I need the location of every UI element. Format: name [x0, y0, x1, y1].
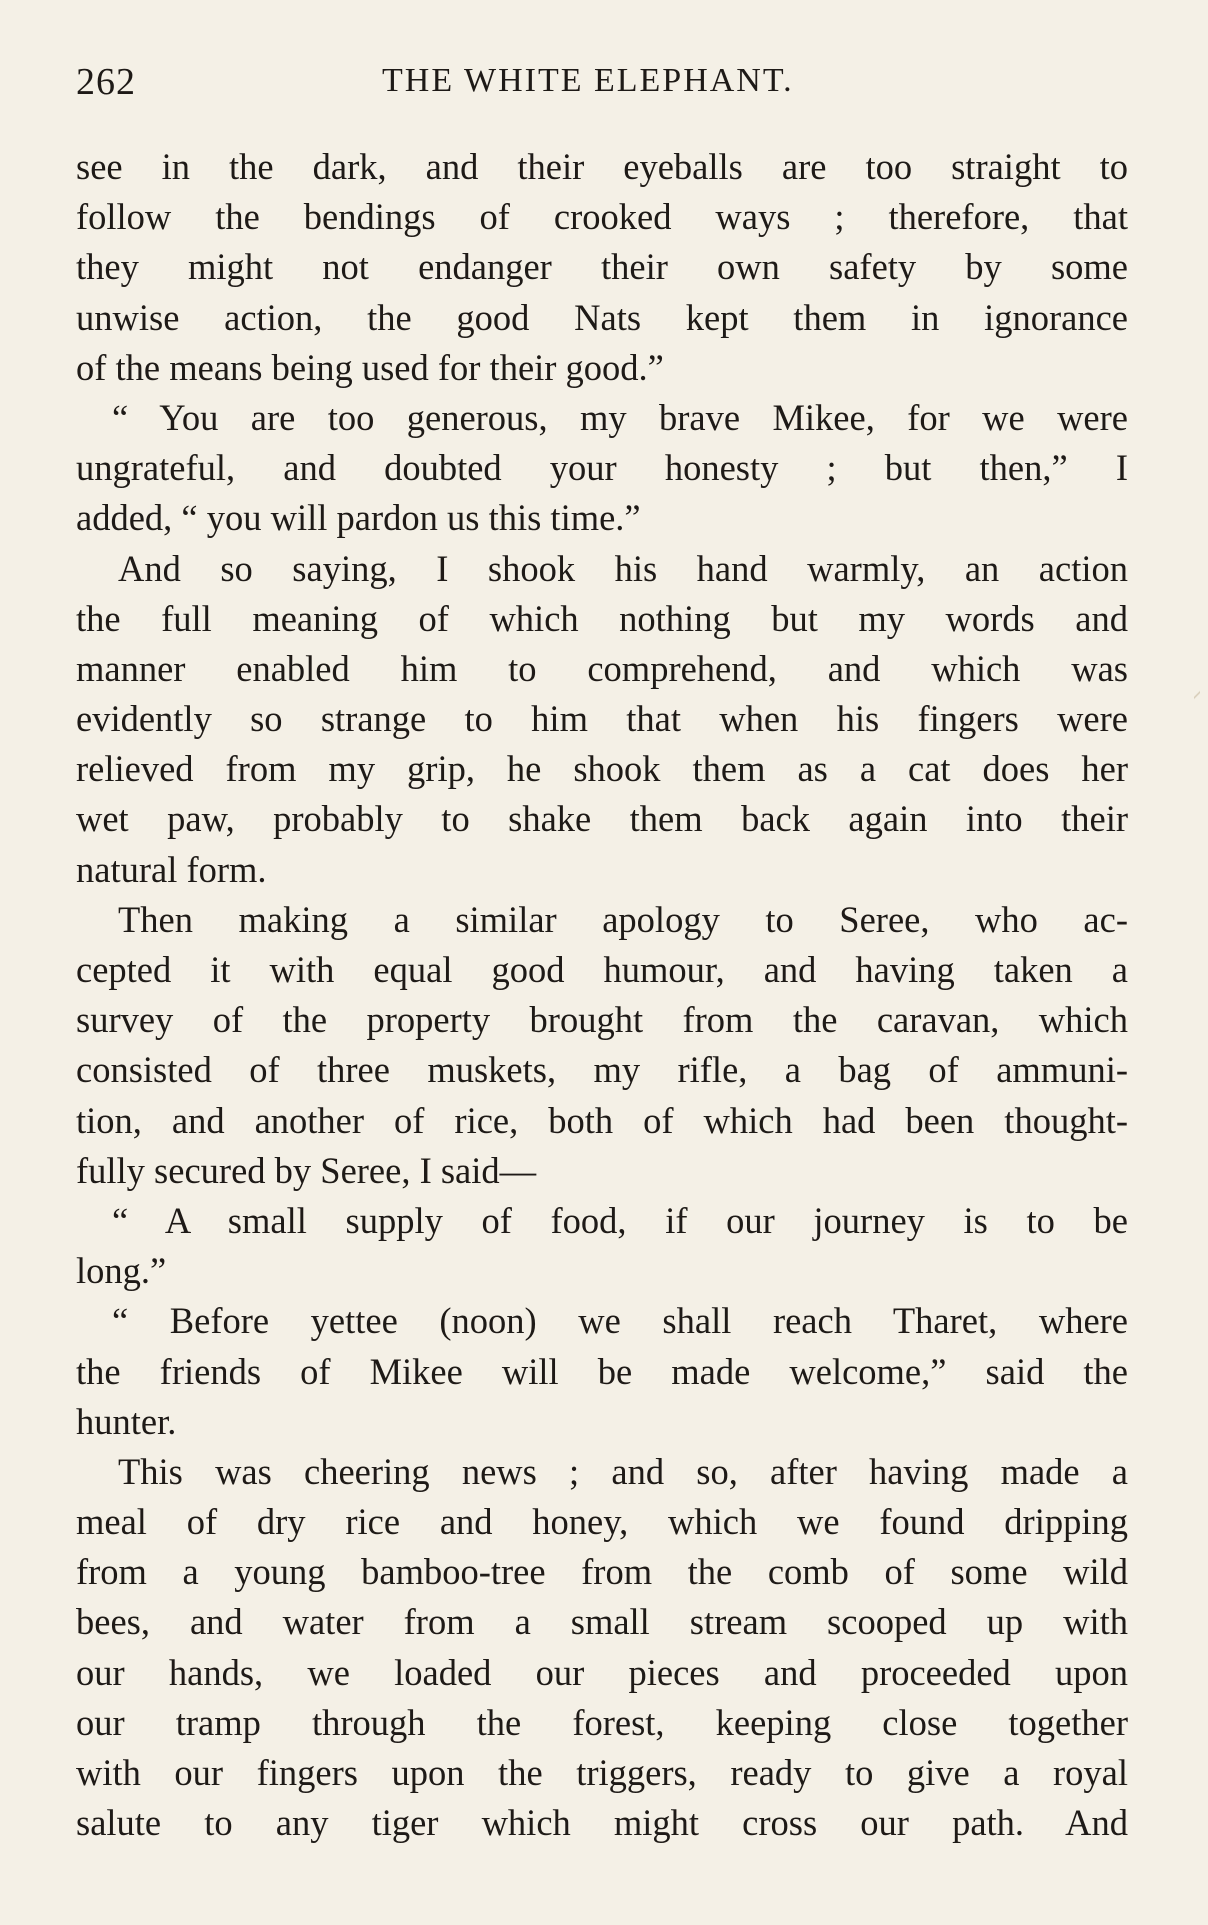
paper-edge-mark: [1194, 688, 1200, 702]
text-line: added, “ you will pardon us this time.”: [76, 497, 641, 539]
text-line: Then making a similar apology to Seree, who ac-: [118, 898, 1128, 940]
text-line: “ Before yettee (noon) we shall reach Tharet, where: [112, 1300, 1128, 1342]
text-line: “ A small supply of food, if our journey is to be: [112, 1199, 1128, 1241]
text-line: natural form.: [76, 848, 267, 890]
text-line: salute to any tiger which might cross our path. And: [76, 1802, 1128, 1844]
text-line: cepted it with equal good humour, and having taken a: [76, 949, 1128, 990]
body-text: [76, 142, 1128, 1848]
text-line: unwise action, the good Nats kept them in ignorance: [76, 296, 1128, 338]
text-line: ungrateful, and doubted your honesty ; but then,” I: [76, 447, 1128, 489]
text-line: the friends of Mikee will be made welcome,” said the: [76, 1350, 1128, 1392]
text-line: our hands, we loaded our pieces and proceeded upon: [76, 1651, 1128, 1693]
text-line: of the means being used for their good.”: [76, 346, 664, 388]
text-line: relieved from my grip, he shook them as a cat does her: [76, 748, 1128, 790]
text-line: bees, and water from a small stream scooped up with: [76, 1601, 1128, 1643]
page-number: 262: [76, 61, 136, 103]
text-line: the full meaning of which nothing but my words and: [76, 597, 1128, 639]
text-line: And so saying, I shook his hand warmly, an action: [118, 547, 1128, 589]
book-page: [76, 52, 1128, 1848]
text-line: consisted of three muskets, my rifle, a bag of ammuni-: [76, 1049, 1128, 1091]
text-line: they might not endanger their own safety by some: [76, 246, 1128, 288]
text-line: meal of dry rice and honey, which we found dripping: [76, 1501, 1128, 1543]
text-line: This was cheering news ; and so, after having made a: [118, 1450, 1128, 1492]
text-line: our tramp through the forest, keeping close together: [76, 1701, 1128, 1743]
text-line: see in the dark, and their eyeballs are too straight to: [76, 146, 1128, 187]
text-line: survey of the property brought from the caravan, which: [76, 999, 1128, 1041]
text-line: evidently so strange to him that when his fingers were: [76, 698, 1128, 740]
text-line: with our fingers upon the triggers, ready to give a royal: [76, 1752, 1128, 1793]
text-line: wet paw, probably to shake them back again into their: [76, 798, 1128, 840]
text-line: tion, and another of rice, both of which had been thought-: [76, 1099, 1128, 1141]
text-line: follow the bendings of crooked ways ; therefore, that: [76, 196, 1128, 238]
text-line: “ You are too generous, my brave Mikee, for we were: [112, 396, 1128, 438]
text-line: hunter.: [76, 1400, 177, 1442]
running-title: THE WHITE ELEPHANT.: [382, 62, 794, 99]
running-head: [76, 52, 1128, 116]
text-line: from a young bamboo-tree from the comb of some wild: [76, 1551, 1128, 1593]
text-line: long.”: [76, 1250, 167, 1292]
text-line: fully secured by Seree, I said—: [76, 1149, 537, 1191]
text-line: manner enabled him to comprehend, and which was: [76, 647, 1128, 689]
